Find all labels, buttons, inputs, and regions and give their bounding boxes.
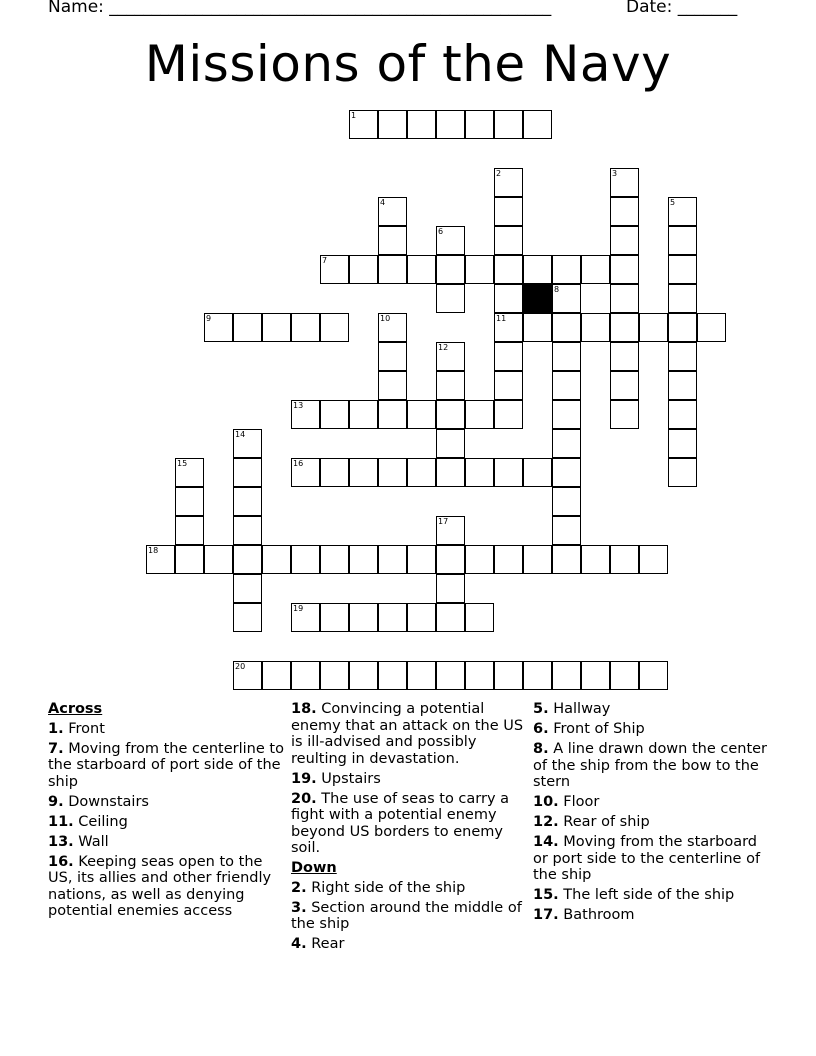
crossword-cell[interactable] — [610, 197, 639, 226]
crossword-cell[interactable] — [523, 458, 552, 487]
crossword-cell[interactable] — [552, 545, 581, 574]
cell-number: 5 — [670, 198, 676, 207]
crossword-cell[interactable] — [320, 313, 349, 342]
clues-column-1 — [48, 701, 288, 923]
crossword-cell[interactable] — [378, 255, 407, 284]
crossword-cell[interactable] — [610, 371, 639, 400]
crossword-cell[interactable] — [291, 458, 320, 487]
crossword-cell[interactable] — [465, 400, 494, 429]
crossword-cell[interactable] — [581, 255, 610, 284]
cell-number: 4 — [380, 198, 386, 207]
crossword-cell[interactable] — [233, 603, 262, 632]
down-heading: Down — [291, 860, 337, 876]
cell-number: 2 — [496, 169, 502, 178]
cell-number: 18 — [148, 546, 159, 555]
crossword-cell[interactable] — [581, 313, 610, 342]
crossword-cell[interactable] — [378, 400, 407, 429]
crossword-cell[interactable] — [465, 255, 494, 284]
crossword-cell[interactable] — [436, 371, 465, 400]
clue-number: 13. — [48, 833, 74, 850]
crossword-cell[interactable] — [320, 661, 349, 690]
crossword-cell[interactable] — [349, 400, 378, 429]
crossword-cell[interactable] — [436, 458, 465, 487]
crossword-cell[interactable] — [407, 603, 436, 632]
cell-number: 12 — [438, 343, 449, 352]
clue-text: Right side of the ship — [311, 879, 466, 896]
crossword-cell[interactable] — [523, 545, 552, 574]
clue-across-13 — [48, 834, 288, 851]
crossword-cell[interactable] — [378, 545, 407, 574]
clue-down-4 — [291, 936, 526, 953]
crossword-cell[interactable] — [378, 226, 407, 255]
crossword-cell[interactable] — [668, 197, 697, 226]
clue-down-14 — [533, 834, 773, 884]
clue-text: Rear — [311, 936, 345, 952]
crossword-cell[interactable] — [610, 284, 639, 313]
clue-number: 14. — [533, 834, 559, 850]
clue-down-17 — [533, 907, 773, 924]
clue-down-2 — [291, 880, 526, 897]
crossword-cell[interactable] — [494, 255, 523, 284]
crossword-cell[interactable] — [552, 516, 581, 545]
clue-number: 4. — [291, 936, 307, 952]
crossword-cell[interactable] — [668, 429, 697, 458]
crossword-cell[interactable] — [668, 400, 697, 429]
crossword-cell[interactable] — [378, 313, 407, 342]
clue-across-19 — [291, 771, 526, 788]
cell-number: 15 — [177, 459, 188, 468]
crossword-cell[interactable] — [494, 168, 523, 197]
crossword-cell[interactable] — [436, 574, 465, 603]
clue-number: 11. — [48, 813, 74, 830]
crossword-cell[interactable] — [349, 603, 378, 632]
crossword-cell[interactable] — [407, 400, 436, 429]
crossword-cell[interactable] — [668, 313, 697, 342]
clue-number: 12. — [533, 814, 559, 830]
cell-number: 17 — [438, 517, 449, 526]
clue-text: Keeping seas open to the US, its allies and other friendly nations, as well as denying potential enemies access — [48, 853, 272, 919]
crossword-cell[interactable] — [494, 342, 523, 371]
crossword-cell[interactable] — [668, 284, 697, 313]
crossword-cell[interactable] — [436, 429, 465, 458]
crossword-cell[interactable] — [668, 226, 697, 255]
clues-column-2 — [291, 701, 526, 956]
crossword-cell[interactable] — [523, 313, 552, 342]
clues-column-3 — [533, 701, 773, 927]
clue-across-1 — [48, 721, 288, 738]
crossword-cell[interactable] — [436, 400, 465, 429]
clue-text: Front of Ship — [553, 721, 645, 737]
cell-number: 3 — [612, 169, 618, 178]
crossword-cell[interactable] — [465, 603, 494, 632]
crossword-cell[interactable] — [494, 110, 523, 139]
cell-number: 19 — [293, 604, 304, 613]
crossword-cell[interactable] — [494, 400, 523, 429]
crossword-cell[interactable] — [610, 342, 639, 371]
crossword-cell[interactable] — [436, 516, 465, 545]
cell-number: 20 — [235, 662, 246, 671]
crossword-cell[interactable] — [668, 255, 697, 284]
clue-down-8 — [533, 741, 773, 791]
clue-text: Section around the middle of the ship — [291, 899, 522, 932]
date-field-label: Date: _______ — [626, 0, 738, 17]
crossword-cell[interactable] — [291, 661, 320, 690]
crossword-cell[interactable] — [233, 487, 262, 516]
clue-number: 10. — [533, 794, 559, 810]
clue-number: 17. — [533, 907, 559, 923]
crossword-cell[interactable] — [436, 226, 465, 255]
clue-number: 8. — [533, 741, 549, 757]
clue-text: Floor — [563, 794, 600, 810]
crossword-cell[interactable] — [320, 458, 349, 487]
crossword-cell[interactable] — [523, 110, 552, 139]
clue-text: Wall — [78, 833, 109, 850]
crossword-cell[interactable] — [233, 661, 262, 690]
cell-number: 13 — [293, 401, 304, 410]
crossword-cell[interactable] — [494, 371, 523, 400]
crossword-cell[interactable] — [610, 661, 639, 690]
crossword-cell[interactable] — [552, 342, 581, 371]
crossword-cell[interactable] — [407, 110, 436, 139]
cell-number: 1 — [351, 111, 357, 120]
cell-number: 14 — [235, 430, 246, 439]
crossword-cell[interactable] — [175, 516, 204, 545]
crossword-cell[interactable] — [494, 661, 523, 690]
crossword-cell[interactable] — [233, 516, 262, 545]
clue-text: The use of seas to carry a fight with a potential enemy beyond US borders to enemy soil. — [291, 790, 510, 856]
crossword-cell[interactable] — [233, 574, 262, 603]
crossword-cell[interactable] — [436, 603, 465, 632]
clue-number: 16. — [48, 853, 74, 870]
crossword-cell[interactable] — [668, 371, 697, 400]
crossword-cell[interactable] — [494, 197, 523, 226]
crossword-cell[interactable] — [436, 255, 465, 284]
crossword-cell[interactable] — [175, 458, 204, 487]
crossword-cell[interactable] — [378, 342, 407, 371]
clue-down-12 — [533, 814, 773, 831]
crossword-cell[interactable] — [204, 545, 233, 574]
clue-number: 20. — [291, 790, 317, 807]
crossword-cell[interactable] — [610, 226, 639, 255]
crossword-cell[interactable] — [523, 255, 552, 284]
clue-number: 19. — [291, 770, 317, 787]
crossword-cell[interactable] — [552, 284, 581, 313]
crossword-cell[interactable] — [494, 458, 523, 487]
crossword-cell[interactable] — [291, 603, 320, 632]
clue-text: Rear of ship — [563, 814, 650, 830]
crossword-cell[interactable] — [436, 545, 465, 574]
crossword-cell[interactable] — [320, 603, 349, 632]
crossword-cell[interactable] — [320, 400, 349, 429]
crossword-cell[interactable] — [552, 661, 581, 690]
black-cell — [523, 284, 552, 313]
crossword-cell[interactable] — [407, 545, 436, 574]
cell-number: 8 — [554, 285, 560, 294]
crossword-cell[interactable] — [436, 110, 465, 139]
clue-number: 2. — [291, 879, 307, 896]
clue-number: 1. — [48, 720, 64, 737]
clue-number: 15. — [533, 887, 559, 903]
clue-across-16 — [48, 854, 288, 920]
clue-text: Front — [68, 720, 105, 737]
clue-text: Downstairs — [68, 793, 149, 810]
clue-number: 18. — [291, 701, 317, 717]
cell-number: 16 — [293, 459, 304, 468]
crossword-cell[interactable] — [349, 545, 378, 574]
crossword-cell[interactable] — [436, 284, 465, 313]
clue-across-11 — [48, 814, 288, 831]
crossword-cell[interactable] — [291, 545, 320, 574]
crossword-cell[interactable] — [320, 255, 349, 284]
crossword-cell[interactable] — [262, 545, 291, 574]
clue-down-5 — [533, 701, 773, 718]
crossword-cell[interactable] — [552, 487, 581, 516]
crossword-cell[interactable] — [233, 313, 262, 342]
crossword-cell[interactable] — [407, 458, 436, 487]
clue-text: Upstairs — [321, 770, 381, 787]
crossword-cell[interactable] — [465, 661, 494, 690]
clue-number: 7. — [48, 740, 64, 757]
crossword-cell[interactable] — [552, 429, 581, 458]
crossword-cell[interactable] — [407, 255, 436, 284]
crossword-cell[interactable] — [552, 458, 581, 487]
crossword-cell[interactable] — [610, 255, 639, 284]
crossword-cell[interactable] — [697, 313, 726, 342]
crossword-cell[interactable] — [349, 661, 378, 690]
clue-number: 9. — [48, 793, 64, 810]
cell-number: 10 — [380, 314, 391, 323]
crossword-cell[interactable] — [291, 313, 320, 342]
crossword-cell[interactable] — [610, 313, 639, 342]
crossword-cell[interactable] — [465, 545, 494, 574]
crossword-cell[interactable] — [349, 255, 378, 284]
crossword-cell[interactable] — [581, 545, 610, 574]
clue-number: 6. — [533, 721, 549, 737]
clue-text: Convincing a potential enemy that an attack on the US is ill-advised and possibly reulting in devastation. — [291, 701, 524, 767]
across-heading: Across — [48, 701, 103, 717]
crossword-cell[interactable] — [262, 661, 291, 690]
clue-across-9 — [48, 794, 288, 811]
crossword-cell[interactable] — [291, 400, 320, 429]
clue-across-20 — [291, 791, 526, 857]
crossword-cell[interactable] — [378, 197, 407, 226]
clue-text: Moving from the centerline to the starboard of port side of the ship — [48, 740, 284, 790]
crossword-cell[interactable] — [639, 661, 668, 690]
clue-down-15 — [533, 887, 773, 904]
crossword-cell[interactable] — [552, 371, 581, 400]
crossword-cell[interactable] — [552, 255, 581, 284]
crossword-cell[interactable] — [610, 168, 639, 197]
crossword-cell[interactable] — [494, 545, 523, 574]
crossword-cell[interactable] — [233, 458, 262, 487]
crossword-cell[interactable] — [523, 661, 552, 690]
crossword-cell[interactable] — [407, 661, 436, 690]
clue-number: 5. — [533, 701, 549, 717]
crossword-cell[interactable] — [378, 603, 407, 632]
crossword-cell[interactable] — [146, 545, 175, 574]
crossword-cell[interactable] — [581, 661, 610, 690]
puzzle-title: Missions of the Navy — [144, 35, 672, 93]
crossword-cell[interactable] — [668, 458, 697, 487]
cell-number: 7 — [322, 256, 328, 265]
clue-text: Ceiling — [78, 813, 128, 830]
clue-text: Moving from the starboard or port side to the centerline of the ship — [533, 834, 761, 883]
crossword-cell[interactable] — [320, 545, 349, 574]
crossword-cell[interactable] — [349, 458, 378, 487]
crossword-cell[interactable] — [552, 400, 581, 429]
clue-text: Hallway — [553, 701, 611, 717]
crossword-cell[interactable] — [233, 545, 262, 574]
cell-number: 11 — [496, 314, 507, 323]
clue-down-10 — [533, 794, 773, 811]
clue-across-18 — [291, 701, 526, 767]
crossword-cell[interactable] — [175, 487, 204, 516]
crossword-cell[interactable] — [494, 313, 523, 342]
clue-text: A line drawn down the center of the ship from the bow to the stern — [533, 741, 768, 790]
crossword-cell[interactable] — [494, 226, 523, 255]
clue-text: The left side of the ship — [563, 887, 735, 903]
crossword-cell[interactable] — [668, 342, 697, 371]
crossword-cell[interactable] — [262, 313, 291, 342]
cell-number: 9 — [206, 314, 212, 323]
clue-down-3 — [291, 900, 526, 933]
crossword-cell[interactable] — [639, 545, 668, 574]
crossword-cell[interactable] — [552, 313, 581, 342]
crossword-cell[interactable] — [378, 458, 407, 487]
crossword-cell[interactable] — [378, 110, 407, 139]
crossword-cell[interactable] — [610, 545, 639, 574]
crossword-cell[interactable] — [349, 110, 378, 139]
crossword-cell[interactable] — [233, 429, 262, 458]
clue-down-6 — [533, 721, 773, 738]
crossword-cell[interactable] — [494, 284, 523, 313]
crossword-cell[interactable] — [378, 371, 407, 400]
crossword-cell[interactable] — [610, 400, 639, 429]
clue-across-7 — [48, 741, 288, 791]
crossword-cell[interactable] — [639, 313, 668, 342]
clue-number: 3. — [291, 899, 307, 916]
crossword-cell[interactable] — [465, 458, 494, 487]
crossword-cell[interactable] — [436, 661, 465, 690]
cell-number: 6 — [438, 227, 444, 236]
crossword-cell[interactable] — [436, 342, 465, 371]
crossword-cell[interactable] — [465, 110, 494, 139]
clue-text: Bathroom — [563, 907, 635, 923]
crossword-cell[interactable] — [204, 313, 233, 342]
crossword-cell[interactable] — [175, 545, 204, 574]
crossword-cell[interactable] — [378, 661, 407, 690]
name-field-label: Name: ____________________________________________________ — [48, 0, 552, 17]
